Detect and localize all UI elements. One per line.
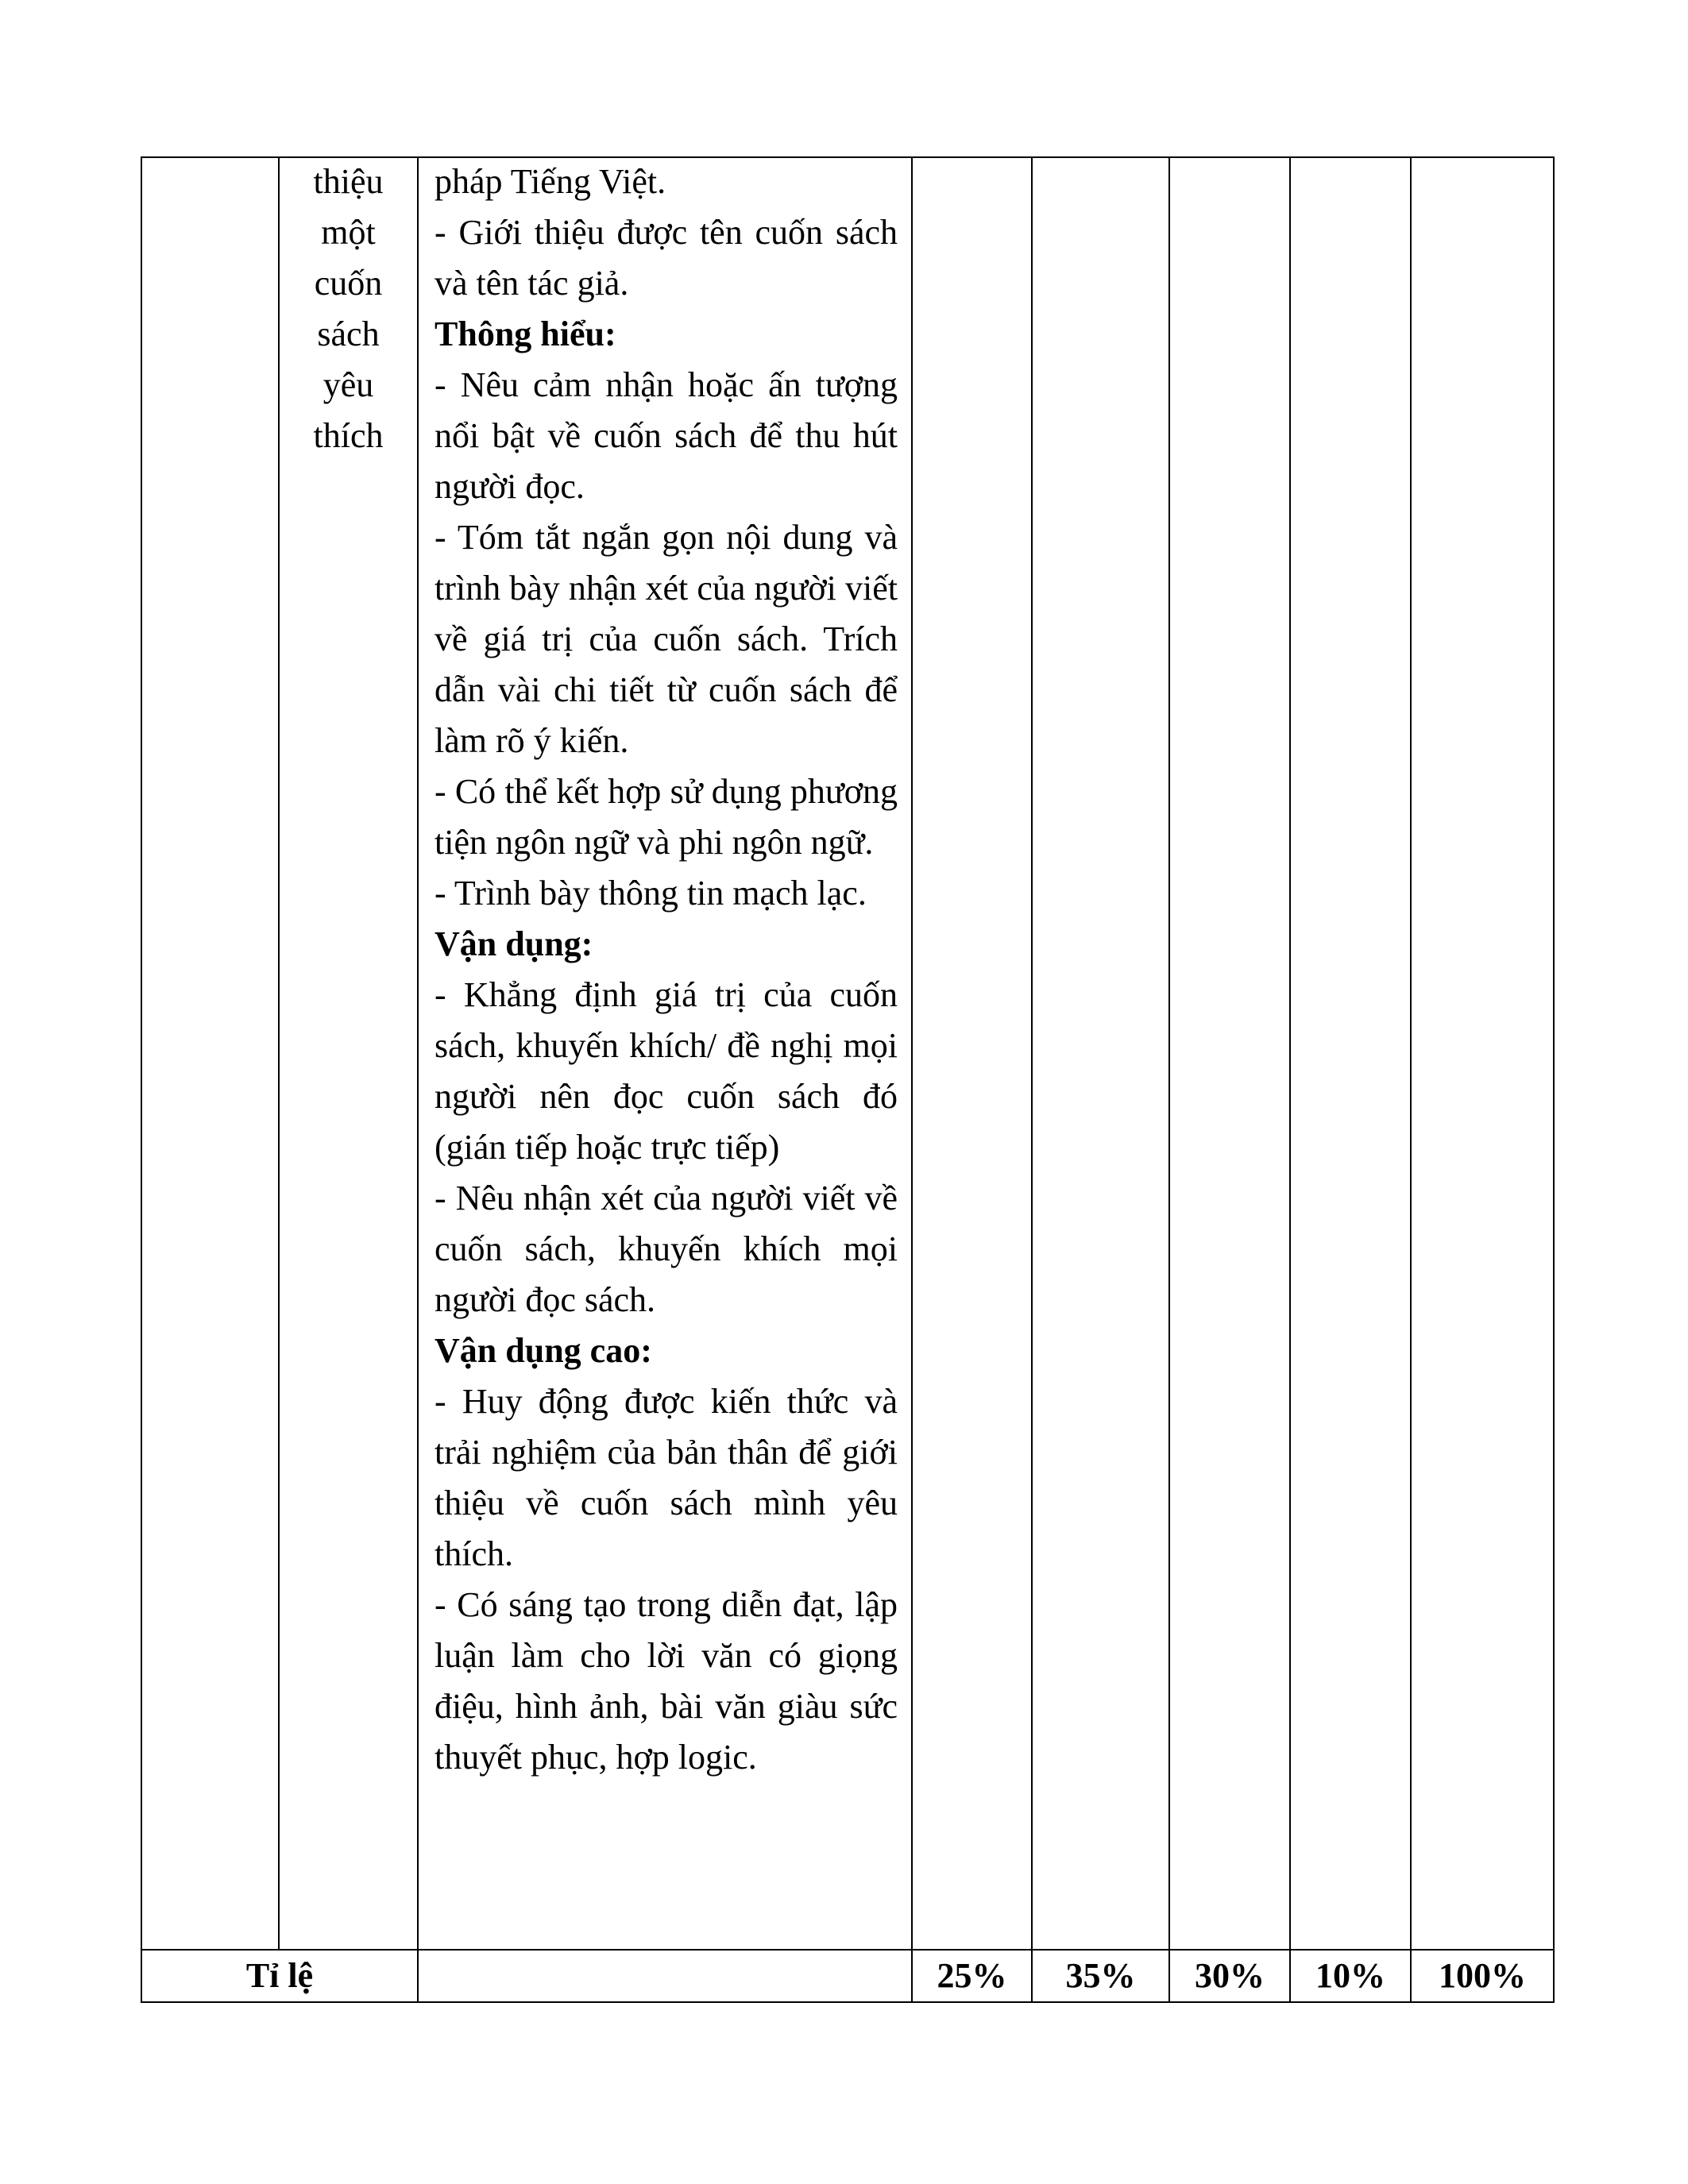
description-paragraph: - Trình bày thông tin mạch lạc. <box>435 874 867 913</box>
ratio-value-total: 100% <box>1439 1956 1526 1995</box>
description-cell <box>435 156 898 1783</box>
description-paragraph: - Tóm tắt ngắn gọn nội dung và trình bày nhận xét của người viết về giá trị của cuốn sách. Trích dẫn vài chi tiết từ cuốn sách để làm rõ ý kiến. <box>435 518 898 760</box>
column-divider-4 <box>1031 156 1033 2003</box>
ratio-value-comprehension: 35% <box>1065 1956 1136 1995</box>
description-paragraph: - Khẳng định giá trị của cuốn sách, khuyến khích/ đề nghị mọi người nên đọc cuốn sách đó (gián tiếp hoặc trực tiếp) <box>435 975 898 1167</box>
ratio-value-application: 30% <box>1195 1956 1265 1995</box>
table-border-left <box>141 156 142 2003</box>
ratio-value-advanced-application: 10% <box>1315 1956 1385 1995</box>
topic-line: yêu <box>323 365 374 404</box>
column-divider-5 <box>1168 156 1170 2003</box>
description-paragraph: pháp Tiếng Việt. <box>435 162 666 201</box>
table-border-right <box>1553 156 1555 2003</box>
column-divider-2 <box>417 156 419 2003</box>
level-header-comprehension: Thông hiểu: <box>435 314 616 353</box>
description-paragraph: - Giới thiệu được tên cuốn sách và tên tác giả. <box>435 213 898 303</box>
ratio-label: Tỉ lệ <box>245 1956 314 1995</box>
column-divider-6 <box>1289 156 1291 2003</box>
topic-line: cuốn <box>314 264 383 303</box>
description-paragraph: - Nêu nhận xét của người viết về cuốn sách, khuyến khích mọi người đọc sách. <box>435 1179 898 1319</box>
level-header-application: Vận dụng: <box>435 924 593 963</box>
description-paragraph: - Nêu cảm nhận hoặc ấn tượng nổi bật về cuốn sách để thu hút người đọc. <box>435 365 898 506</box>
ratio-value-recognition: 25% <box>937 1956 1007 1995</box>
column-divider-7 <box>1410 156 1412 2003</box>
description-paragraph: - Có thể kết hợp sử dụng phương tiện ngôn ngữ và phi ngôn ngữ. <box>435 772 898 862</box>
topic-cell <box>280 156 417 461</box>
table-border-bottom <box>141 2001 1555 2003</box>
level-header-advanced-application: Vận dụng cao: <box>435 1331 652 1370</box>
column-divider-3 <box>911 156 913 2003</box>
topic-line: một <box>321 213 376 252</box>
topic-line: thiệu <box>313 162 384 201</box>
description-paragraph: - Huy động được kiến thức và trải nghiệm của bản thân để giới thiệu về cuốn sách mình yêu thích. <box>435 1382 898 1573</box>
topic-line: sách <box>317 314 380 353</box>
description-paragraph: - Có sáng tạo trong diễn đạt, lập luận làm cho lời văn có giọng điệu, hình ảnh, bài văn giàu sức thuyết phục, hợp logic. <box>435 1585 898 1777</box>
topic-line: thích <box>313 416 384 455</box>
